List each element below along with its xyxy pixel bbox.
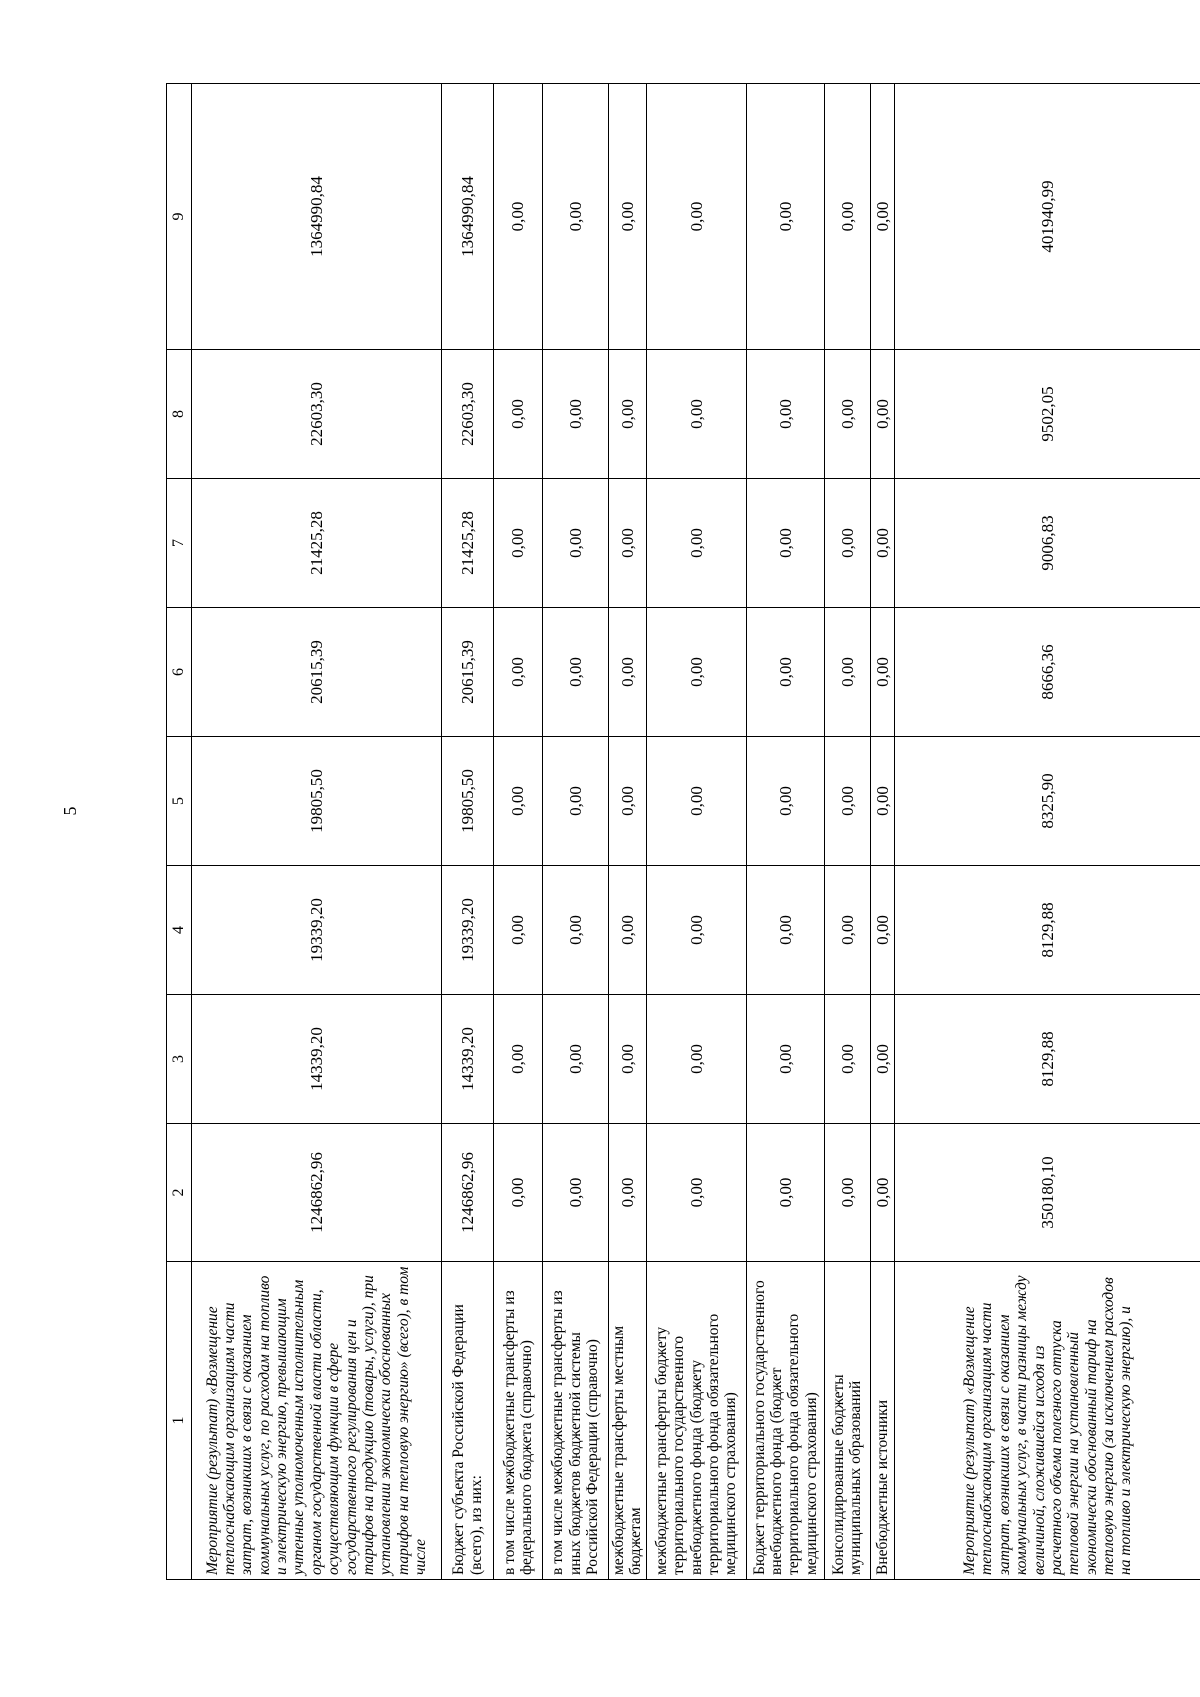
- value-cell: 0,00: [494, 737, 543, 866]
- value-cell: 9006,83: [894, 479, 1200, 608]
- value-cell: 1364990,84: [192, 84, 442, 350]
- table-row: [609, 84, 647, 1580]
- value-cell: 0,00: [824, 350, 870, 479]
- value-cell: 0,00: [824, 84, 870, 350]
- value-cell: 0,00: [494, 608, 543, 737]
- table-row: [746, 84, 824, 1580]
- column-header-2: 2: [167, 1124, 192, 1262]
- value-cell: 0,00: [543, 995, 609, 1124]
- value-cell: 0,00: [870, 866, 894, 995]
- row-label: Внебюджетные источники: [870, 1262, 894, 1580]
- value-cell: 0,00: [609, 84, 647, 350]
- column-header-4: 4: [167, 866, 192, 995]
- value-cell: 8129,88: [894, 866, 1200, 995]
- value-cell: 0,00: [746, 479, 824, 608]
- value-cell: 14339,20: [442, 995, 494, 1124]
- value-cell: 350180,10: [894, 1124, 1200, 1262]
- value-cell: 0,00: [543, 737, 609, 866]
- table-row: [442, 84, 494, 1580]
- value-cell: 0,00: [824, 737, 870, 866]
- value-cell: 0,00: [646, 866, 746, 995]
- value-cell: 0,00: [494, 995, 543, 1124]
- row-label: межбюджетные трансферты местным бюджетам: [609, 1262, 647, 1580]
- value-cell: 0,00: [870, 737, 894, 866]
- value-cell: 0,00: [824, 995, 870, 1124]
- table-row: [824, 84, 870, 1580]
- value-cell: 0,00: [824, 479, 870, 608]
- table-row: [494, 84, 543, 1580]
- value-cell: 22603,30: [442, 350, 494, 479]
- value-cell: 8325,90: [894, 737, 1200, 866]
- value-cell: 21425,28: [442, 479, 494, 608]
- row-label: в том числе межбюджетные трансферты из федерального бюджета (справочно): [494, 1262, 543, 1580]
- value-cell: 0,00: [870, 479, 894, 608]
- value-cell: 0,00: [870, 1124, 894, 1262]
- value-cell: 0,00: [746, 608, 824, 737]
- value-cell: 0,00: [746, 1124, 824, 1262]
- column-header-3: 3: [167, 995, 192, 1124]
- value-cell: 1364990,84: [442, 84, 494, 350]
- value-cell: 21425,28: [192, 479, 442, 608]
- value-cell: 20615,39: [192, 608, 442, 737]
- value-cell: 19339,20: [192, 866, 442, 995]
- page-number: 5: [60, 806, 80, 816]
- value-cell: 0,00: [646, 84, 746, 350]
- column-header-9: 9: [167, 84, 192, 350]
- table-row: [646, 84, 746, 1580]
- value-cell: 0,00: [609, 995, 647, 1124]
- value-cell: 0,00: [870, 350, 894, 479]
- value-cell: 0,00: [494, 1124, 543, 1262]
- value-cell: 0,00: [870, 608, 894, 737]
- value-cell: 0,00: [746, 866, 824, 995]
- value-cell: 0,00: [824, 866, 870, 995]
- value-cell: 0,00: [746, 350, 824, 479]
- value-cell: 0,00: [646, 479, 746, 608]
- value-cell: 0,00: [870, 84, 894, 350]
- value-cell: 9502,05: [894, 350, 1200, 479]
- row-label: Мероприятие (результат) «Возмещение теплоснабжающим организациям части затрат, возникших в связи с оказанием коммунальных услуг, по расходам на топливо и электрическую энергию, превышающим учтенные уполномоченным исполнительным органом государственной власти области, осуществляющим функции в сфере государственного регулирования цен и тарифов на продукцию (товары, услуги), при установлении экономически обоснованных тарифов на тепловую энергию» (всего), в том числе: [192, 1262, 442, 1580]
- row-label: Консолидированные бюджеты муниципальных образований: [824, 1262, 870, 1580]
- value-cell: 1246862,96: [192, 1124, 442, 1262]
- value-cell: 0,00: [746, 737, 824, 866]
- value-cell: 0,00: [646, 608, 746, 737]
- value-cell: 8129,88: [894, 995, 1200, 1124]
- value-cell: 0,00: [646, 1124, 746, 1262]
- table-row: [894, 84, 1200, 1580]
- column-header-1: 1: [167, 1262, 192, 1580]
- value-cell: 0,00: [870, 995, 894, 1124]
- value-cell: 20615,39: [442, 608, 494, 737]
- value-cell: 0,00: [543, 1124, 609, 1262]
- value-cell: 0,00: [646, 737, 746, 866]
- column-header-6: 6: [167, 608, 192, 737]
- value-cell: 0,00: [543, 84, 609, 350]
- column-header-7: 7: [167, 479, 192, 608]
- table-row: [543, 84, 609, 1580]
- column-header-5: 5: [167, 737, 192, 866]
- table-row: [192, 84, 442, 1580]
- value-cell: 8666,36: [894, 608, 1200, 737]
- value-cell: 0,00: [494, 479, 543, 608]
- value-cell: 0,00: [646, 350, 746, 479]
- value-cell: 0,00: [543, 479, 609, 608]
- table-row: [870, 84, 894, 1580]
- value-cell: 0,00: [646, 995, 746, 1124]
- budget-table: [166, 83, 1200, 1580]
- row-label: межбюджетные трансферты бюджету территориального государственного внебюджетного фонда (бюджету территориального фонда обязательного медицинского страхования): [646, 1262, 746, 1580]
- row-label: в том числе межбюджетные трансферты из иных бюджетов бюджетной системы Российской Федерации (справочно): [543, 1262, 609, 1580]
- column-header-8: 8: [167, 350, 192, 479]
- row-label: Мероприятие (результат) «Возмещение теплоснабжающим организациям части затрат, возникших в связи с оказанием коммунальных услуг, в части разницы между величиной, сложившейся исходя из расчетного объема полезного отпуска тепловой энергии на установленный экономически обоснованный тариф на тепловую энергию (за исключением расходов на топливо и электрическую энергию), и: [894, 1262, 1200, 1580]
- value-cell: 0,00: [609, 866, 647, 995]
- value-cell: 19805,50: [192, 737, 442, 866]
- value-cell: 19805,50: [442, 737, 494, 866]
- value-cell: 0,00: [609, 1124, 647, 1262]
- value-cell: 22603,30: [192, 350, 442, 479]
- row-label: Бюджет территориального государственного внебюджетного фонда (бюджет территориального фонда обязательного медицинского страхования): [746, 1262, 824, 1580]
- value-cell: 19339,20: [442, 866, 494, 995]
- value-cell: 0,00: [609, 350, 647, 479]
- value-cell: 0,00: [609, 737, 647, 866]
- value-cell: 0,00: [543, 608, 609, 737]
- value-cell: 0,00: [746, 995, 824, 1124]
- value-cell: 0,00: [824, 1124, 870, 1262]
- value-cell: 0,00: [609, 479, 647, 608]
- value-cell: 0,00: [824, 608, 870, 737]
- value-cell: 0,00: [494, 350, 543, 479]
- value-cell: 401940,99: [894, 84, 1200, 350]
- value-cell: 0,00: [746, 84, 824, 350]
- value-cell: 0,00: [543, 350, 609, 479]
- value-cell: 0,00: [494, 866, 543, 995]
- row-label: Бюджет субъекта Российской Федерации (всего), из них:: [442, 1262, 494, 1580]
- value-cell: 1246862,96: [442, 1124, 494, 1262]
- value-cell: 0,00: [543, 866, 609, 995]
- value-cell: 14339,20: [192, 995, 442, 1124]
- header-row: [167, 84, 192, 1580]
- value-cell: 0,00: [609, 608, 647, 737]
- value-cell: 0,00: [494, 84, 543, 350]
- rotated-table-container: [166, 84, 1200, 1580]
